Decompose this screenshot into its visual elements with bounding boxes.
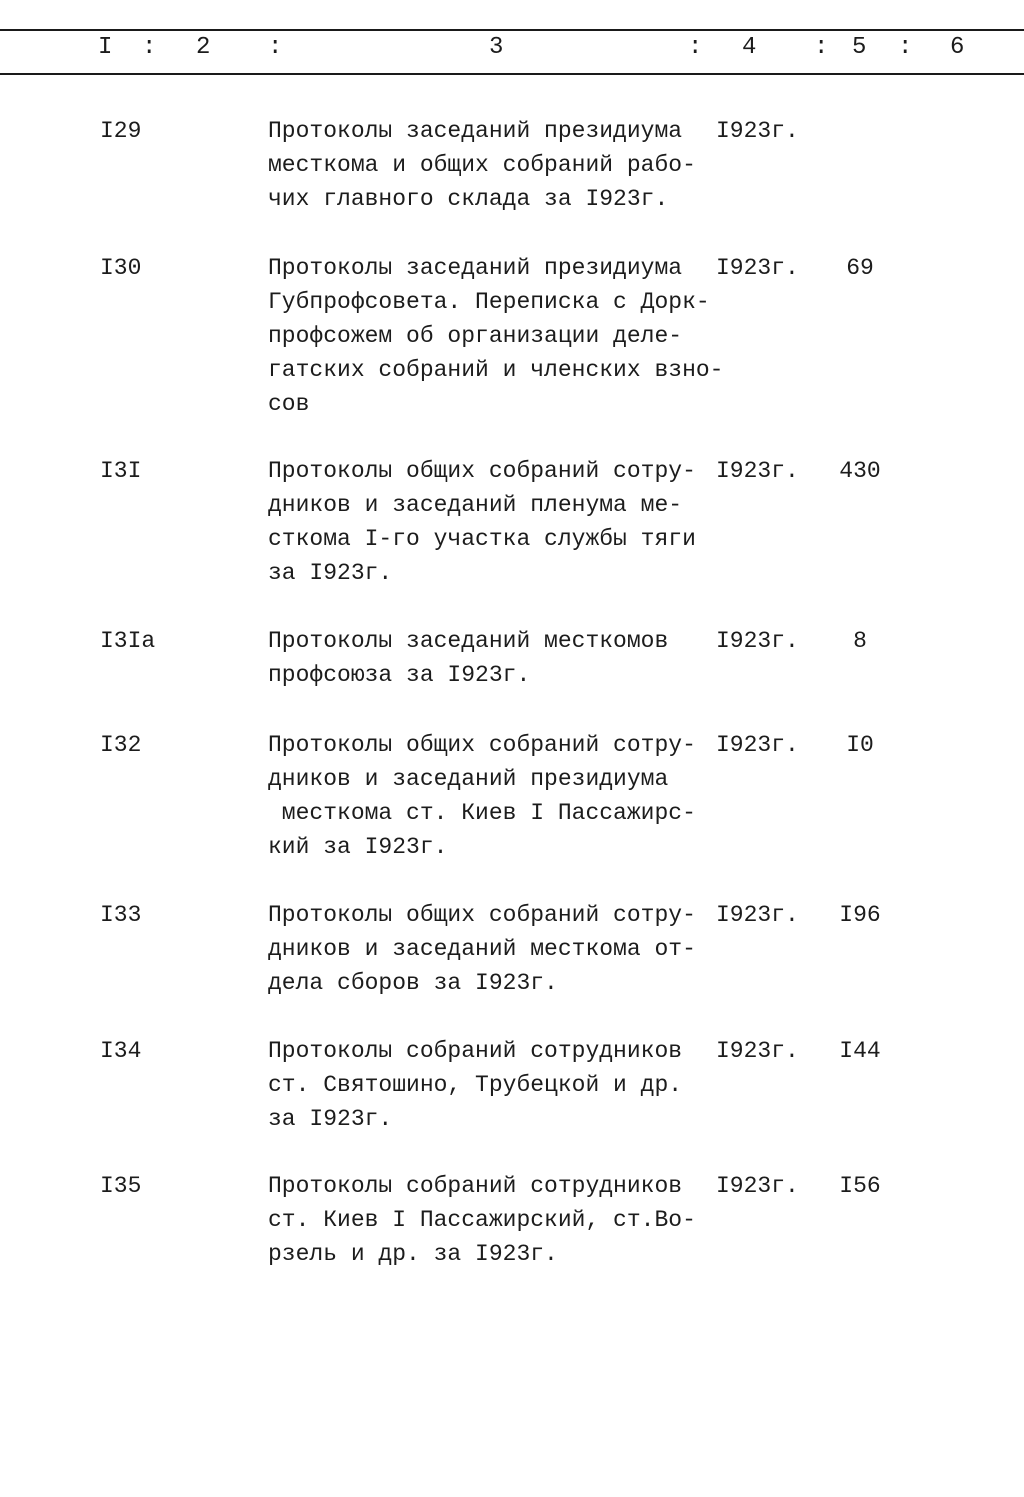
entry-year: I923г. (716, 732, 799, 758)
description-line: Протоколы собраний сотрудников (268, 1038, 683, 1064)
entry-sheet-count: I44 (839, 1038, 881, 1064)
entry-sheet-count: 430 (839, 458, 881, 484)
description-line: гатских собраний и членских взно- (268, 357, 724, 383)
column-separator: : (268, 34, 283, 61)
entry-sheet-count: I56 (839, 1173, 881, 1199)
entry-description (268, 251, 728, 421)
entry-sheet-count: 69 (846, 255, 874, 281)
entry-sheet-count: I96 (839, 902, 881, 928)
column-separator: : (814, 34, 829, 61)
description-line: ст. Святошино, Трубецкой и др. (268, 1072, 683, 1098)
column-header-6: 6 (950, 34, 965, 61)
description-line: дников и заседаний пленума ме- (268, 492, 683, 518)
column-header-4: 4 (742, 34, 757, 61)
column-separator: : (142, 34, 157, 61)
entry-number: I29 (100, 118, 142, 144)
column-separator: : (898, 34, 913, 61)
description-line: Протоколы собраний сотрудников (268, 1173, 683, 1199)
description-line: месткома ст. Киев I Пассажирс- (268, 800, 696, 826)
column-header-5: 5 (852, 34, 867, 61)
description-line: за I923г. (268, 1106, 393, 1132)
entry-year: I923г. (716, 1038, 799, 1064)
description-line: дников и заседаний месткома от- (268, 936, 696, 962)
entry-number: I32 (100, 732, 142, 758)
description-line: чих главного склада за I923г. (268, 186, 669, 212)
description-line: Протоколы общих собраний сотру- (268, 458, 696, 484)
description-line: Протоколы заседаний президиума (268, 118, 683, 144)
entry-year: I923г. (716, 628, 799, 654)
entry-description (268, 114, 728, 216)
description-line: рзель и др. за I923г. (268, 1241, 558, 1267)
column-separator: : (688, 34, 703, 61)
description-line: профсожем об организации деле- (268, 323, 683, 349)
entry-number: I35 (100, 1173, 142, 1199)
description-line: месткома и общих собраний рабо- (268, 152, 696, 178)
description-line: профсоюза за I923г. (268, 662, 531, 688)
description-line: Протоколы заседаний президиума (268, 255, 683, 281)
entry-description (268, 728, 728, 864)
entry-year: I923г. (716, 1173, 799, 1199)
column-header-1: I (98, 34, 113, 61)
column-header-2: 2 (196, 34, 211, 61)
description-line: за I923г. (268, 560, 393, 586)
entry-year: I923г. (716, 902, 799, 928)
description-line: сов (268, 391, 310, 417)
entry-description (268, 1034, 728, 1136)
entry-number: I3Iа (100, 628, 156, 654)
entry-sheet-count: I0 (846, 732, 874, 758)
entry-number: I3I (100, 458, 142, 484)
entry-year: I923г. (716, 458, 799, 484)
entry-number: I30 (100, 255, 142, 281)
description-line: кий за I923г. (268, 834, 448, 860)
entry-description (268, 454, 728, 590)
entry-number: I33 (100, 902, 142, 928)
description-line: дников и заседаний президиума (268, 766, 669, 792)
description-line: Протоколы заседаний месткомов (268, 628, 669, 654)
entry-description (268, 1169, 728, 1271)
description-line: дела сборов за I923г. (268, 970, 558, 996)
description-line: Протоколы общих собраний сотру- (268, 902, 696, 928)
description-line: Губпрофсовета. Переписка с Дорк- (268, 289, 710, 315)
entry-year: I923г. (716, 255, 799, 281)
description-line: Протоколы общих собраний сотру- (268, 732, 696, 758)
entry-number: I34 (100, 1038, 142, 1064)
description-line: сткома I-го участка службы тяги (268, 526, 696, 552)
column-header-3: 3 (489, 34, 504, 61)
entry-description (268, 624, 728, 692)
entry-description (268, 898, 728, 1000)
entry-sheet-count: 8 (853, 628, 867, 654)
entry-year: I923г. (716, 118, 799, 144)
description-line: ст. Киев I Пассажирский, ст.Во- (268, 1207, 696, 1233)
